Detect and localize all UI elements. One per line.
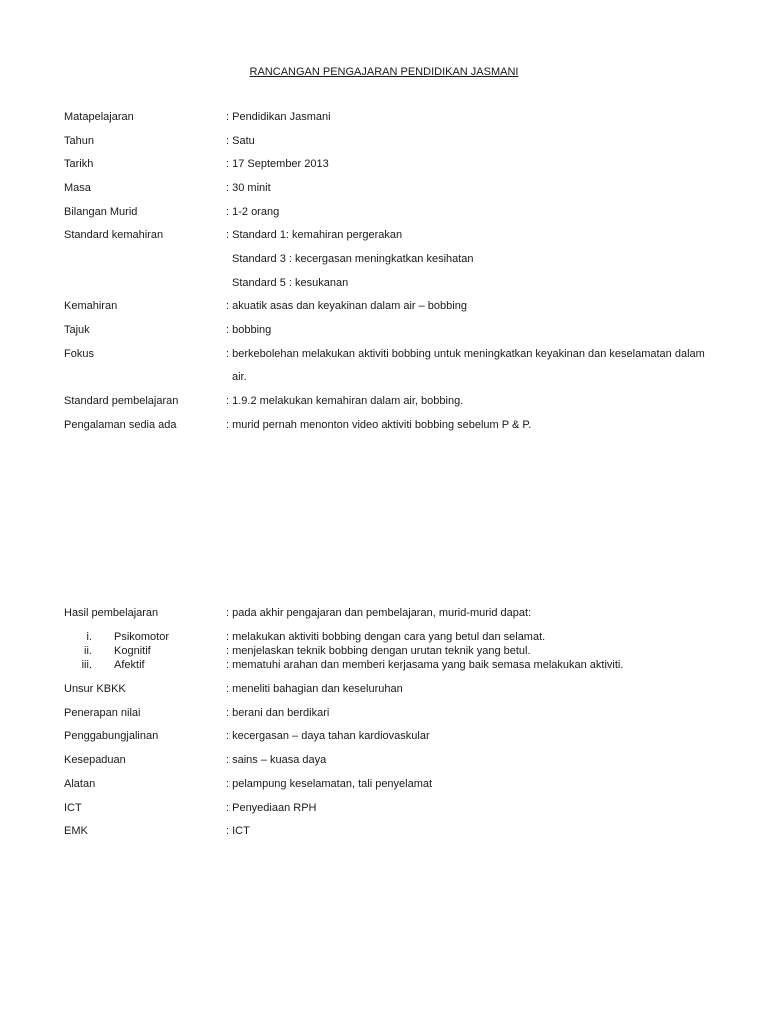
label-tajuk: Tajuk xyxy=(64,324,90,336)
label-standard-kemahiran: Standard kemahiran xyxy=(64,229,164,241)
label-penggabungjalinan: Penggabungjalinan xyxy=(64,730,159,742)
outcome-number: iii. xyxy=(81,659,92,671)
value-kemahiran: : akuatik asas dan keyakinan dalam air – bobbing xyxy=(226,300,467,312)
label-ict: ICT xyxy=(64,802,82,814)
value-standard-kemahiran-line2: Standard 3 : kecergasan meningkatkan kesihatan xyxy=(232,253,474,265)
outcome-domain: Kognitif xyxy=(114,645,151,657)
label-matapelajaran: Matapelajaran xyxy=(64,111,134,123)
outcome-description: : mematuhi arahan dan memberi kerjasama yang baik semasa melakukan aktiviti. xyxy=(226,659,624,671)
value-tahun: : Satu xyxy=(226,135,255,147)
label-emk: EMK xyxy=(64,825,88,837)
outcome-domain: Psikomotor xyxy=(114,631,170,643)
value-fokus-line2: air. xyxy=(232,371,247,383)
value-fokus: : berkebolehan melakukan aktiviti bobbing untuk meningkatkan keyakinan dan keselamatan dalam xyxy=(226,348,705,360)
label-bilangan-murid: Bilangan Murid xyxy=(64,206,138,218)
value-unsur-kbkk: : meneliti bahagian dan keseluruhan xyxy=(226,683,403,695)
label-penerapan-nilai: Penerapan nilai xyxy=(64,707,141,719)
label-pengalaman-sedia-ada: Pengalaman sedia ada xyxy=(64,419,177,431)
outcome-domain: Afektif xyxy=(114,659,145,671)
value-standard-kemahiran-line3: Standard 5 : kesukanan xyxy=(232,277,349,289)
value-pengalaman-sedia-ada: : murid pernah menonton video aktiviti bobbing sebelum P & P. xyxy=(226,419,532,431)
value-standard-kemahiran: : Standard 1: kemahiran pergerakan xyxy=(226,229,403,241)
outcome-description: : menjelaskan teknik bobbing dengan urutan teknik yang betul. xyxy=(226,645,531,657)
label-alatan: Alatan xyxy=(64,778,96,790)
value-alatan: : pelampung keselamatan, tali penyelamat xyxy=(226,778,433,790)
value-kesepaduan: : sains – kuasa daya xyxy=(226,754,327,766)
label-fokus: Fokus xyxy=(64,348,94,360)
outcome-number: i. xyxy=(86,631,92,643)
value-standard-pembelajaran: : 1.9.2 melakukan kemahiran dalam air, bobbing. xyxy=(226,395,464,407)
value-penerapan-nilai: : berani dan berdikari xyxy=(226,707,330,719)
value-tajuk: : bobbing xyxy=(226,324,272,336)
label-standard-pembelajaran: Standard pembelajaran xyxy=(64,395,179,407)
outcome-description: : melakukan aktiviti bobbing dengan cara yang betul dan selamat. xyxy=(226,631,546,643)
outcome-number: ii. xyxy=(84,645,92,657)
label-masa: Masa xyxy=(64,182,91,194)
label-tarikh: Tarikh xyxy=(64,158,94,170)
value-hasil-pembelajaran: : pada akhir pengajaran dan pembelajaran, murid-murid dapat: xyxy=(226,607,532,619)
value-bilangan-murid: : 1-2 orang xyxy=(226,206,280,218)
value-penggabungjalinan: : kecergasan – daya tahan kardiovaskular xyxy=(226,730,430,742)
value-masa: : 30 minit xyxy=(226,182,271,194)
value-matapelajaran: : Pendidikan Jasmani xyxy=(226,111,331,123)
value-ict: : Penyediaan RPH xyxy=(226,802,317,814)
label-kemahiran: Kemahiran xyxy=(64,300,118,312)
label-kesepaduan: Kesepaduan xyxy=(64,754,126,766)
value-tarikh: : 17 September 2013 xyxy=(226,158,329,170)
label-hasil-pembelajaran: Hasil pembelajaran xyxy=(64,607,159,619)
value-emk: : ICT xyxy=(226,825,250,837)
label-unsur-kbkk: Unsur KBKK xyxy=(64,683,126,695)
document-title: RANCANGAN PENGAJARAN PENDIDIKAN JASMANI xyxy=(249,66,519,78)
label-tahun: Tahun xyxy=(64,135,94,147)
